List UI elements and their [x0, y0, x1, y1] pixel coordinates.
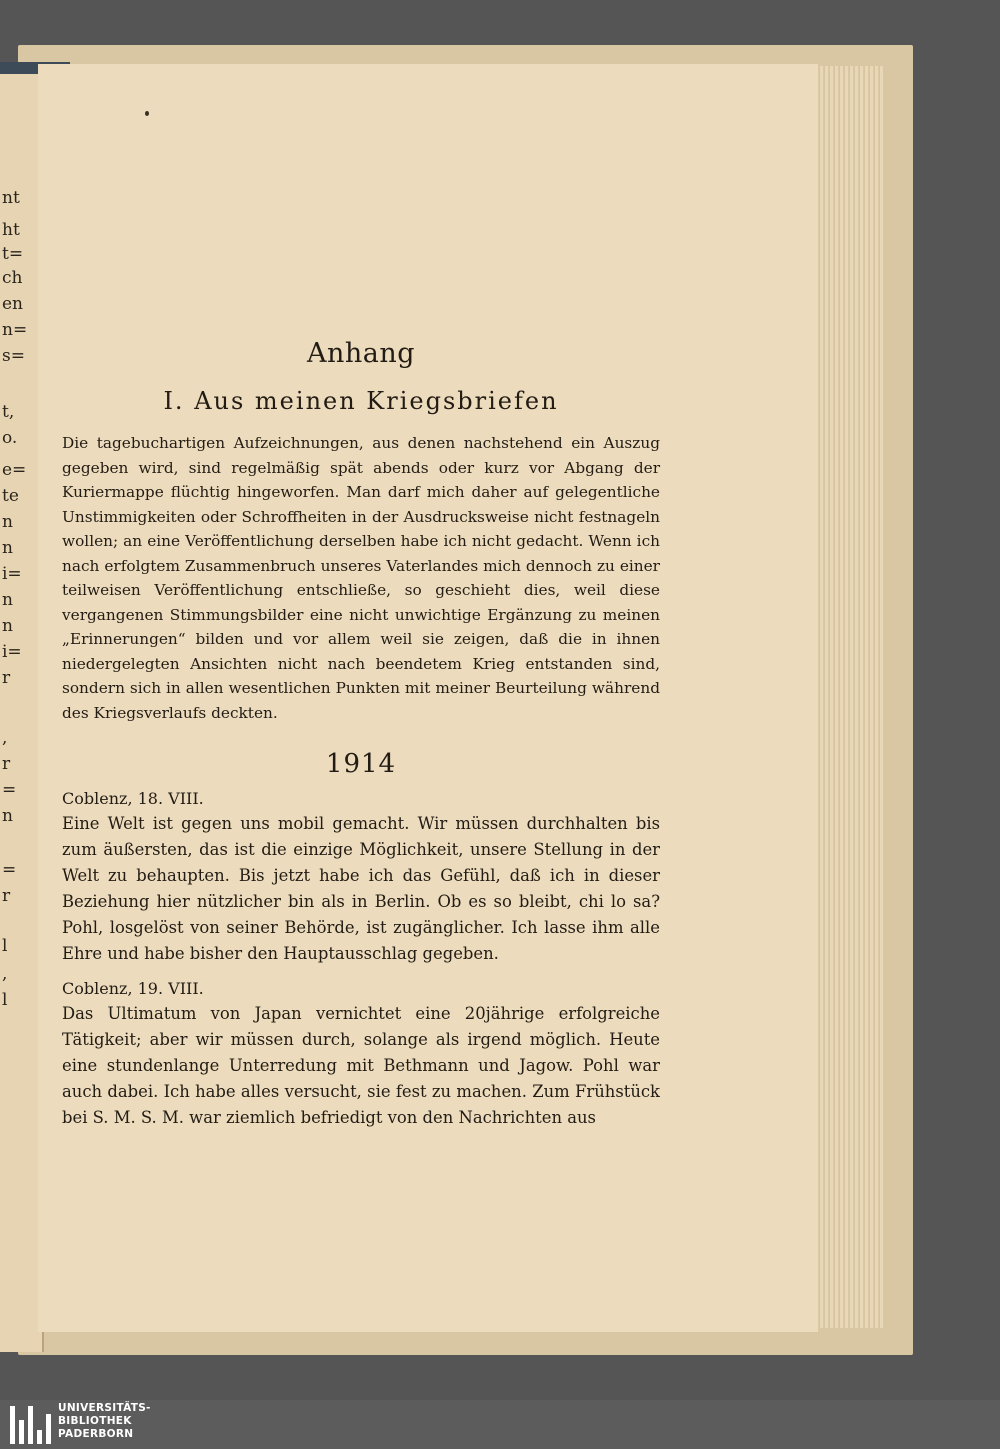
left-fragment: r — [2, 886, 11, 906]
left-fragment: i= — [2, 642, 22, 662]
entry-text: Eine Welt ist gegen uns mobil gemacht. Wir müssen durchhalten bis zum äußersten, das ist die einzige Möglichkeit, unsere Stellung in der Welt zu behaupten. Bis jetzt habe ich das Gefühl, daß ich in dieser Beziehung hier nützlicher bin als in Berlin. Ob es so bleibt, chi lo sa? Pohl, losgelöst von seiner Behörde, ist zugänglicher. Ich lasse ihm alle Ehre und habe bisher den Hauptausschlag gegeben. — [62, 814, 660, 963]
entry-text: Das Ultimatum von Japan vernichtet eine 20jährige erfolgreiche Tätigkeit; aber wir müssen durch, solange als irgend möglich. Heute eine stundenlange Unterredung mit Bethmann und Jagow. Pohl war auch dabei. Ich habe alles versucht, sie fest zu machen. Zum Frühstück bei S. M. S. M. war ziemlich befriedigt von den Nachrichten aus — [62, 1004, 660, 1127]
left-fragment: = — [2, 780, 17, 800]
logo-line: UNIVERSITÄTS- — [58, 1402, 151, 1414]
left-fragment: t= — [2, 244, 24, 264]
ink-spot — [145, 111, 149, 116]
left-fragment: l — [2, 990, 8, 1010]
left-fragment: r — [2, 668, 11, 688]
left-fragment: n= — [2, 320, 28, 340]
left-fragment: n — [2, 590, 13, 610]
left-fragment: ch — [2, 268, 23, 288]
left-fragment: l — [2, 936, 8, 956]
entry-heading: Coblenz, 18. VIII. — [62, 789, 204, 808]
left-fragment: n — [2, 616, 13, 636]
left-fragment: n — [2, 538, 13, 558]
left-fragment: s= — [2, 346, 25, 366]
left-fragment: ht — [2, 220, 20, 240]
page-content — [62, 330, 660, 1143]
letter-entry — [62, 789, 660, 967]
left-fragment: , — [2, 728, 8, 748]
left-fragment: n — [2, 806, 13, 826]
left-fragment: o. — [2, 428, 18, 448]
logo-line: BIBLIOTHEK — [58, 1415, 132, 1427]
left-fragment: n — [2, 512, 13, 532]
page-edges — [815, 66, 883, 1328]
left-fragment: r — [2, 754, 11, 774]
left-fragment: , — [2, 964, 8, 984]
left-fragment: en — [2, 294, 24, 314]
left-fragment: i= — [2, 564, 22, 584]
section-title: I. Aus meinen Kriegsbriefen — [163, 387, 559, 415]
letter-entry — [62, 979, 660, 1131]
page-title: Anhang — [306, 338, 416, 369]
left-fragment: te — [2, 486, 19, 506]
intro-paragraph: Die tagebuchartigen Aufzeichnungen, aus denen nachstehend ein Auszug gegeben wird, sind regelmäßig spät abends oder kurz vor Abgang der Kuriermappe flüchtig hingeworfen. Man darf mich daher auf gelegentliche Unstimmigkeiten oder Schroffheiten in der Ausdrucksweise nicht festnageln wollen; an eine Veröffentlichung derselben habe ich nicht gedacht. Wenn ich nach erfolgtem Zusammenbruch unseres Vaterlandes mich dennoch zu einer teilweisen Veröffentlichung entschließe, so geschieht dies, weil diese vergangenen Stimmungsbilder eine nicht unwichtige Ergänzung zu meinen „Erinnerungen“ bilden und vor allem weil sie zeigen, daß die in ihnen niedergelegten Ansichten nicht nach beendetem Krieg entstanden sind, sondern sich in allen wesentlichen Punkten mit meiner Beurteilung während des Kriegsverlaufs deckten. — [62, 434, 660, 722]
logo-line: PADERBORN — [58, 1428, 134, 1440]
left-fragment: t, — [2, 402, 15, 422]
left-fragment: e= — [2, 460, 27, 480]
left-fragment: nt — [2, 188, 20, 208]
library-logo-text — [58, 1402, 151, 1441]
footer-bar — [0, 1400, 1000, 1449]
year-heading: 1914 — [325, 749, 397, 779]
library-logo-icon — [10, 1406, 54, 1444]
entry-heading: Coblenz, 19. VIII. — [62, 979, 204, 998]
left-fragment: = — [2, 860, 17, 880]
